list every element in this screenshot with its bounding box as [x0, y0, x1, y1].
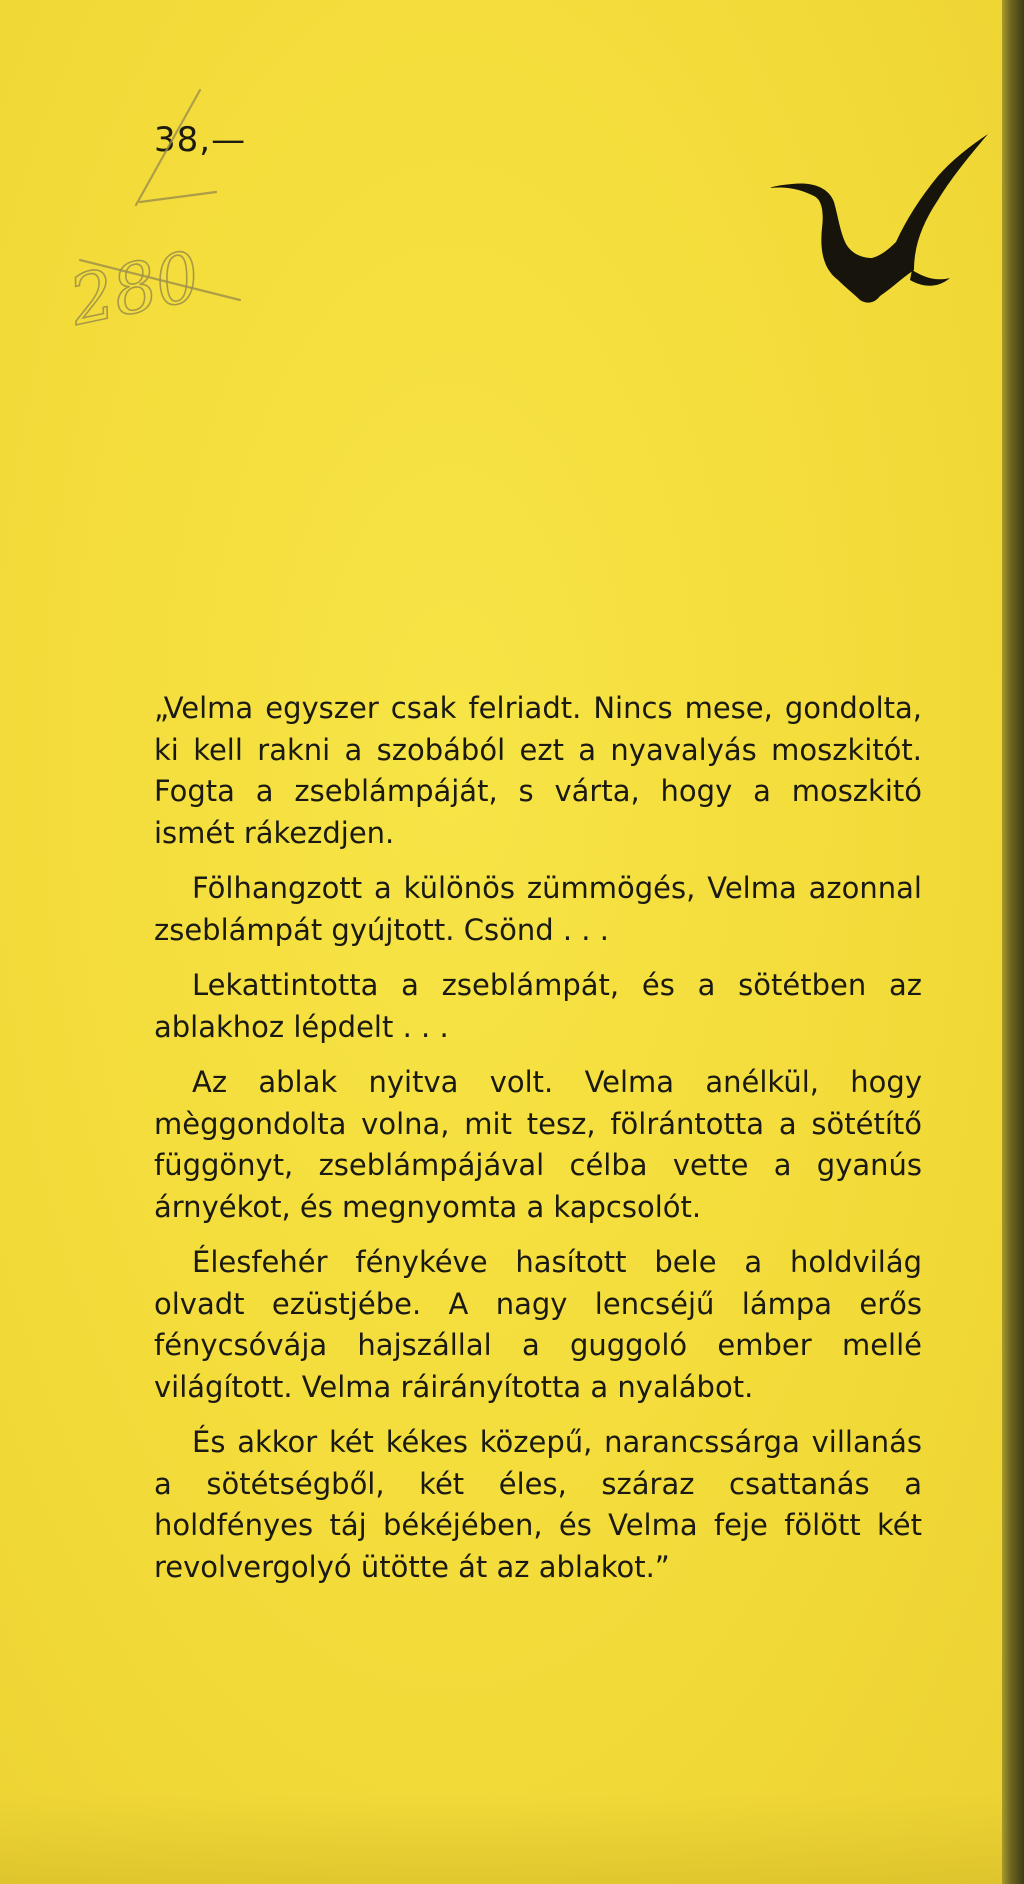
- blurb-paragraph: „Velma egyszer csak felriadt. Nincs mese, gondolta, ki kell rakni a szobából ezt a nyavalyás moszkitót. Fogta a zseblámpáját, s várta, hogy a moszkitó ismét rákezdjen.: [154, 691, 922, 850]
- blurb-paragraph: Fölhangzott a különös zümmögés, Velma azonnal zseblámpát gyújtott. Csönd . . .: [154, 871, 922, 947]
- blurb-paragraph: Az ablak nyitva volt. Velma anélkül, hogy mèggondolta volna, mit tesz, fölrántotta a sötétítő függönyt, zseblámpájával célba vette a gyanús árnyékot, és megnyomta a kapcsolót.: [154, 1065, 922, 1224]
- blurb-paragraph: És akkor két kékes közepű, narancssárga villanás a sötétségből, két éles, száraz csattanás a holdfényes táj békéjében, és Velma feje fölött két revolvergolyó ütötte át az ablakot.”: [154, 1425, 922, 1584]
- blurb-paragraph: Lekattintotta a zseblámpát, és a sötétben az ablakhoz lépdelt . . .: [154, 968, 922, 1044]
- price-label: 38,—: [154, 120, 247, 160]
- pencil-price-mark: [60, 60, 260, 350]
- blurb-paragraph: Élesfehér fénykéve hasított bele a holdvilág olvadt ezüstjébe. A nagy lencséjű lámpa erős fénycsóvája hajszállal a guggoló ember mellé világított. Velma ráirányította a nyalábot.: [154, 1245, 922, 1404]
- back-cover-blurb: [154, 688, 922, 1602]
- page-edge: [1002, 0, 1024, 1884]
- swallow-logo-icon: [762, 128, 994, 316]
- pencil-mark-text: 280: [63, 237, 207, 342]
